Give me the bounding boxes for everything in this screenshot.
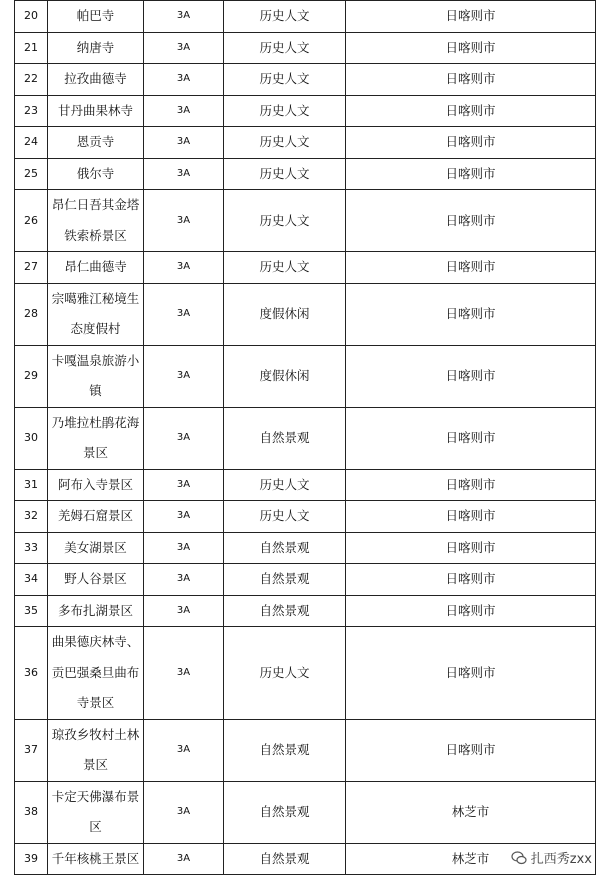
watermark xyxy=(511,848,592,867)
attraction-name: 多布扎湖景区 xyxy=(48,595,144,627)
grade-level: 3A xyxy=(144,190,224,252)
grade-level: 3A xyxy=(144,252,224,284)
table-row xyxy=(15,532,596,564)
table-row xyxy=(15,564,596,596)
row-number: 24 xyxy=(15,127,48,159)
grade-level: 3A xyxy=(144,781,224,843)
row-number: 28 xyxy=(15,283,48,345)
table-row xyxy=(15,32,596,64)
row-number: 29 xyxy=(15,345,48,407)
city-name: 林芝市 xyxy=(346,781,596,843)
grade-level: 3A xyxy=(144,32,224,64)
attraction-name: 美女湖景区 xyxy=(48,532,144,564)
attraction-category: 历史人文 xyxy=(224,95,346,127)
row-number: 21 xyxy=(15,32,48,64)
grade-level: 3A xyxy=(144,501,224,533)
city-name: 日喀则市 xyxy=(346,95,596,127)
attraction-name: 羌姆石窟景区 xyxy=(48,501,144,533)
attraction-name: 阿布入寺景区 xyxy=(48,469,144,501)
attraction-category: 历史人文 xyxy=(224,158,346,190)
city-name: 日喀则市 xyxy=(346,532,596,564)
grade-level: 3A xyxy=(144,532,224,564)
city-name: 日喀则市 xyxy=(346,407,596,469)
grade-level: 3A xyxy=(144,158,224,190)
watermark-text: 扎西秀zxx xyxy=(530,852,592,867)
attraction-name: 野人谷景区 xyxy=(48,564,144,596)
attraction-name: 卡定天佛瀑布景区 xyxy=(48,781,144,843)
row-number: 39 xyxy=(15,843,48,875)
row-number: 38 xyxy=(15,781,48,843)
grade-level: 3A xyxy=(144,407,224,469)
grade-level: 3A xyxy=(144,843,224,875)
city-name: 日喀则市 xyxy=(346,127,596,159)
table-row xyxy=(15,469,596,501)
attraction-name: 琼孜乡牧村土林景区 xyxy=(48,719,144,781)
attraction-category: 历史人文 xyxy=(224,469,346,501)
city-name: 日喀则市 xyxy=(346,564,596,596)
table-row xyxy=(15,95,596,127)
city-name: 日喀则市 xyxy=(346,627,596,720)
grade-level: 3A xyxy=(144,1,224,33)
attraction-category: 历史人文 xyxy=(224,127,346,159)
attraction-name: 俄尔寺 xyxy=(48,158,144,190)
attraction-category: 历史人文 xyxy=(224,64,346,96)
attraction-name: 曲果德庆林寺、贡巴强桑旦曲布寺景区 xyxy=(48,627,144,720)
city-name: 日喀则市 xyxy=(346,64,596,96)
attraction-name: 宗噶雅江秘境生态度假村 xyxy=(48,283,144,345)
attraction-name: 甘丹曲果林寺 xyxy=(48,95,144,127)
table-row xyxy=(15,283,596,345)
city-name: 日喀则市 xyxy=(346,283,596,345)
attraction-category: 历史人文 xyxy=(224,627,346,720)
city-name: 日喀则市 xyxy=(346,469,596,501)
attraction-category: 历史人文 xyxy=(224,252,346,284)
table-row xyxy=(15,595,596,627)
city-name: 林芝市 xyxy=(346,843,596,875)
attraction-name: 纳唐寺 xyxy=(48,32,144,64)
attraction-category: 自然景观 xyxy=(224,564,346,596)
city-name: 日喀则市 xyxy=(346,1,596,33)
row-number: 36 xyxy=(15,627,48,720)
row-number: 31 xyxy=(15,469,48,501)
city-name: 日喀则市 xyxy=(346,158,596,190)
table-row xyxy=(15,501,596,533)
attraction-name: 恩贡寺 xyxy=(48,127,144,159)
grade-level: 3A xyxy=(144,719,224,781)
attraction-category: 历史人文 xyxy=(224,32,346,64)
table-row xyxy=(15,190,596,252)
table-row xyxy=(15,719,596,781)
table-row xyxy=(15,1,596,33)
row-number: 26 xyxy=(15,190,48,252)
table-row xyxy=(15,407,596,469)
attraction-category: 自然景观 xyxy=(224,407,346,469)
city-name: 日喀则市 xyxy=(346,190,596,252)
attraction-name: 卡嘎温泉旅游小镇 xyxy=(48,345,144,407)
attraction-name: 千年核桃王景区 xyxy=(48,843,144,875)
attraction-name: 帕巴寺 xyxy=(48,1,144,33)
grade-level: 3A xyxy=(144,627,224,720)
table-row xyxy=(15,252,596,284)
row-number: 37 xyxy=(15,719,48,781)
grade-level: 3A xyxy=(144,469,224,501)
grade-level: 3A xyxy=(144,127,224,159)
attraction-category: 度假休闲 xyxy=(224,283,346,345)
row-number: 23 xyxy=(15,95,48,127)
grade-level: 3A xyxy=(144,595,224,627)
attraction-category: 历史人文 xyxy=(224,1,346,33)
grade-level: 3A xyxy=(144,345,224,407)
attraction-category: 自然景观 xyxy=(224,843,346,875)
grade-level: 3A xyxy=(144,95,224,127)
city-name: 日喀则市 xyxy=(346,595,596,627)
grade-level: 3A xyxy=(144,564,224,596)
attraction-category: 度假休闲 xyxy=(224,345,346,407)
city-name: 日喀则市 xyxy=(346,252,596,284)
table-row xyxy=(15,127,596,159)
row-number: 25 xyxy=(15,158,48,190)
table-row xyxy=(15,345,596,407)
attraction-category: 历史人文 xyxy=(224,190,346,252)
table-row xyxy=(15,158,596,190)
attraction-category: 自然景观 xyxy=(224,532,346,564)
city-name: 日喀则市 xyxy=(346,501,596,533)
table-row xyxy=(15,781,596,843)
attraction-category: 自然景观 xyxy=(224,719,346,781)
table-row xyxy=(15,843,596,875)
city-name: 日喀则市 xyxy=(346,719,596,781)
attraction-category: 自然景观 xyxy=(224,595,346,627)
city-name: 日喀则市 xyxy=(346,32,596,64)
row-number: 30 xyxy=(15,407,48,469)
table-row xyxy=(15,64,596,96)
attractions-table xyxy=(14,0,596,875)
row-number: 34 xyxy=(15,564,48,596)
grade-level: 3A xyxy=(144,64,224,96)
attraction-name: 昂仁曲德寺 xyxy=(48,252,144,284)
grade-level: 3A xyxy=(144,283,224,345)
row-number: 33 xyxy=(15,532,48,564)
attraction-category: 历史人文 xyxy=(224,501,346,533)
row-number: 35 xyxy=(15,595,48,627)
row-number: 32 xyxy=(15,501,48,533)
city-name: 日喀则市 xyxy=(346,345,596,407)
attraction-name: 昂仁日吾其金塔铁索桥景区 xyxy=(48,190,144,252)
row-number: 27 xyxy=(15,252,48,284)
attraction-name: 拉孜曲德寺 xyxy=(48,64,144,96)
row-number: 20 xyxy=(15,1,48,33)
wechat-bubble-icon xyxy=(511,850,527,866)
attraction-name: 乃堆拉杜鹃花海景区 xyxy=(48,407,144,469)
row-number: 22 xyxy=(15,64,48,96)
table-row xyxy=(15,627,596,720)
attraction-category: 自然景观 xyxy=(224,781,346,843)
